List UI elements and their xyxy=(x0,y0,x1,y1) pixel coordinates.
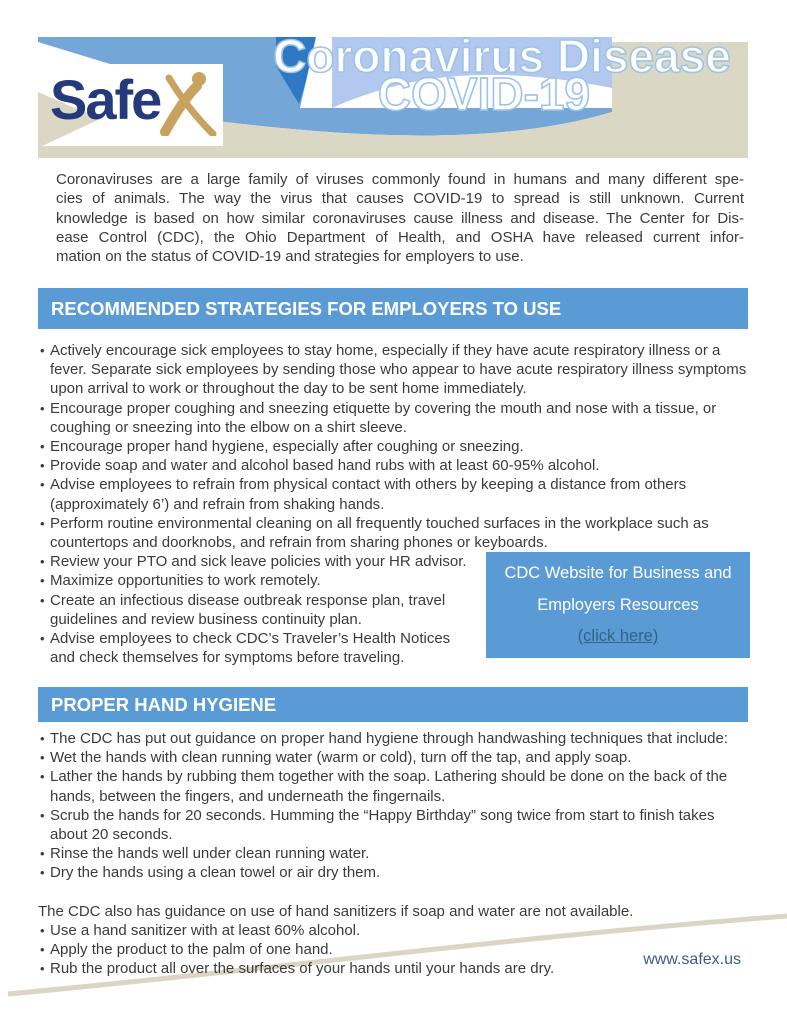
bullet-item: • Rinse the hands well under clean running water. xyxy=(38,844,750,863)
bullet-item: • Actively encourage sick employees to stay home, especially if they have acute respiratory illness or a fever. Separate sick employees by sending those who appear to have acute respiratory illness symptoms upon arrival to work or throughout the day to be sent home immediately. xyxy=(38,341,750,399)
title-line-1: Coronavirus Disease xyxy=(273,30,731,82)
bullet-item: • Review your PTO and sick leave policies with your HR advisor. xyxy=(38,552,478,571)
bullet-item: • Use a hand sanitizer with at least 60% alcohol. xyxy=(38,921,750,940)
bullet-item: • Advise employees to refrain from physical contact with others by keeping a distance from others (approximately 6’) and refrain from shaking hands. xyxy=(38,475,750,513)
bullet-item: • Encourage proper hand hygiene, especially after coughing or sneezing. xyxy=(38,437,750,456)
strategies-side-row xyxy=(38,552,750,667)
sanitizer-paragraph: The CDC also has guidance on use of hand sanitizers if soap and water are not available. xyxy=(38,902,634,920)
intro-line: Coronaviruses are a large family of viruses commonly found in humans and many different spe- xyxy=(56,171,744,188)
bullet-item: • Scrub the hands for 20 seconds. Humming the “Happy Birthday” song twice from start to finish takes about 20 seconds. xyxy=(38,806,750,844)
intro-line: mation on the status of COVID-19 and strategies for employers to use. xyxy=(56,248,524,266)
click-here-link[interactable]: (click here) xyxy=(577,626,659,645)
bullet-item: • Advise employees to check CDC’s Traveler’s Health Notices and check themselves for symptoms before traveling. xyxy=(38,629,478,667)
footer-website-url: www.safex.us xyxy=(643,951,741,968)
intro-line: cies of animals. The way the virus that causes COVID-19 to spread is still unknown. Current xyxy=(56,190,744,208)
cdc-resources-box xyxy=(486,552,750,658)
cdc-box-line-1: CDC Website for Business and xyxy=(504,564,732,583)
strategies-side-bullets xyxy=(38,552,478,667)
bullet-item: • Perform routine environmental cleaning on all frequently touched surfaces in the workplace such as countertops and doorknobs, and refrain from sharing phones or keyboards. xyxy=(38,514,750,552)
cdc-box-line-2: Employers Resources xyxy=(537,595,699,614)
bullet-item: • Encourage proper coughing and sneezing etiquette by covering the mouth and nose with a tissue, or coughing or sneezing into the elbow on a shirt sleeve. xyxy=(38,399,750,437)
bullet-item: • The CDC has put out guidance on proper hand hygiene through handwashing techniques that include: xyxy=(38,729,750,748)
bullet-item: • Dry the hands using a clean towel or air dry them. xyxy=(38,863,750,882)
intro-paragraph xyxy=(56,170,744,266)
bullet-item: • Wet the hands with clean running water (warm or cold), turn off the tap, and apply soap. xyxy=(38,748,750,767)
strategies-bullet-list xyxy=(38,341,750,667)
section-heading-hygiene: PROPER HAND HYGIENE xyxy=(38,687,748,722)
bullet-item: • Rub the product all over the surfaces of your hands until your hands are dry. xyxy=(38,959,750,978)
intro-line: ease Control (CDC), the Ohio Department of Health, and OSHA have released current infor- xyxy=(56,228,744,246)
document-title xyxy=(222,30,782,120)
hygiene-bullet-list xyxy=(38,729,750,978)
bullet-item: • Lather the hands by rubbing them together with the soap. Lathering should be done on the back of the hands, between the fingers, and underneath the fingernails. xyxy=(38,767,750,805)
bullet-item: • Maximize opportunities to work remotely. xyxy=(38,571,478,590)
bullet-item: • Apply the product to the palm of one hand. xyxy=(38,940,750,959)
title-line-2: COVID-19 xyxy=(377,68,591,120)
safex-logo-wordmark: Safe xyxy=(50,68,161,131)
bullet-item: • Provide soap and water and alcohol based hand rubs with at least 60-95% alcohol. xyxy=(38,456,750,475)
section-heading-strategies: RECOMMENDED STRATEGIES FOR EMPLOYERS TO USE xyxy=(38,288,748,329)
bullet-item: • Create an infectious disease outbreak response plan, travel guidelines and review business continuity plan. xyxy=(38,591,478,629)
intro-line: knowledge is based on how similar coronaviruses cause illness and disease. The Center for Dis- xyxy=(56,209,744,227)
